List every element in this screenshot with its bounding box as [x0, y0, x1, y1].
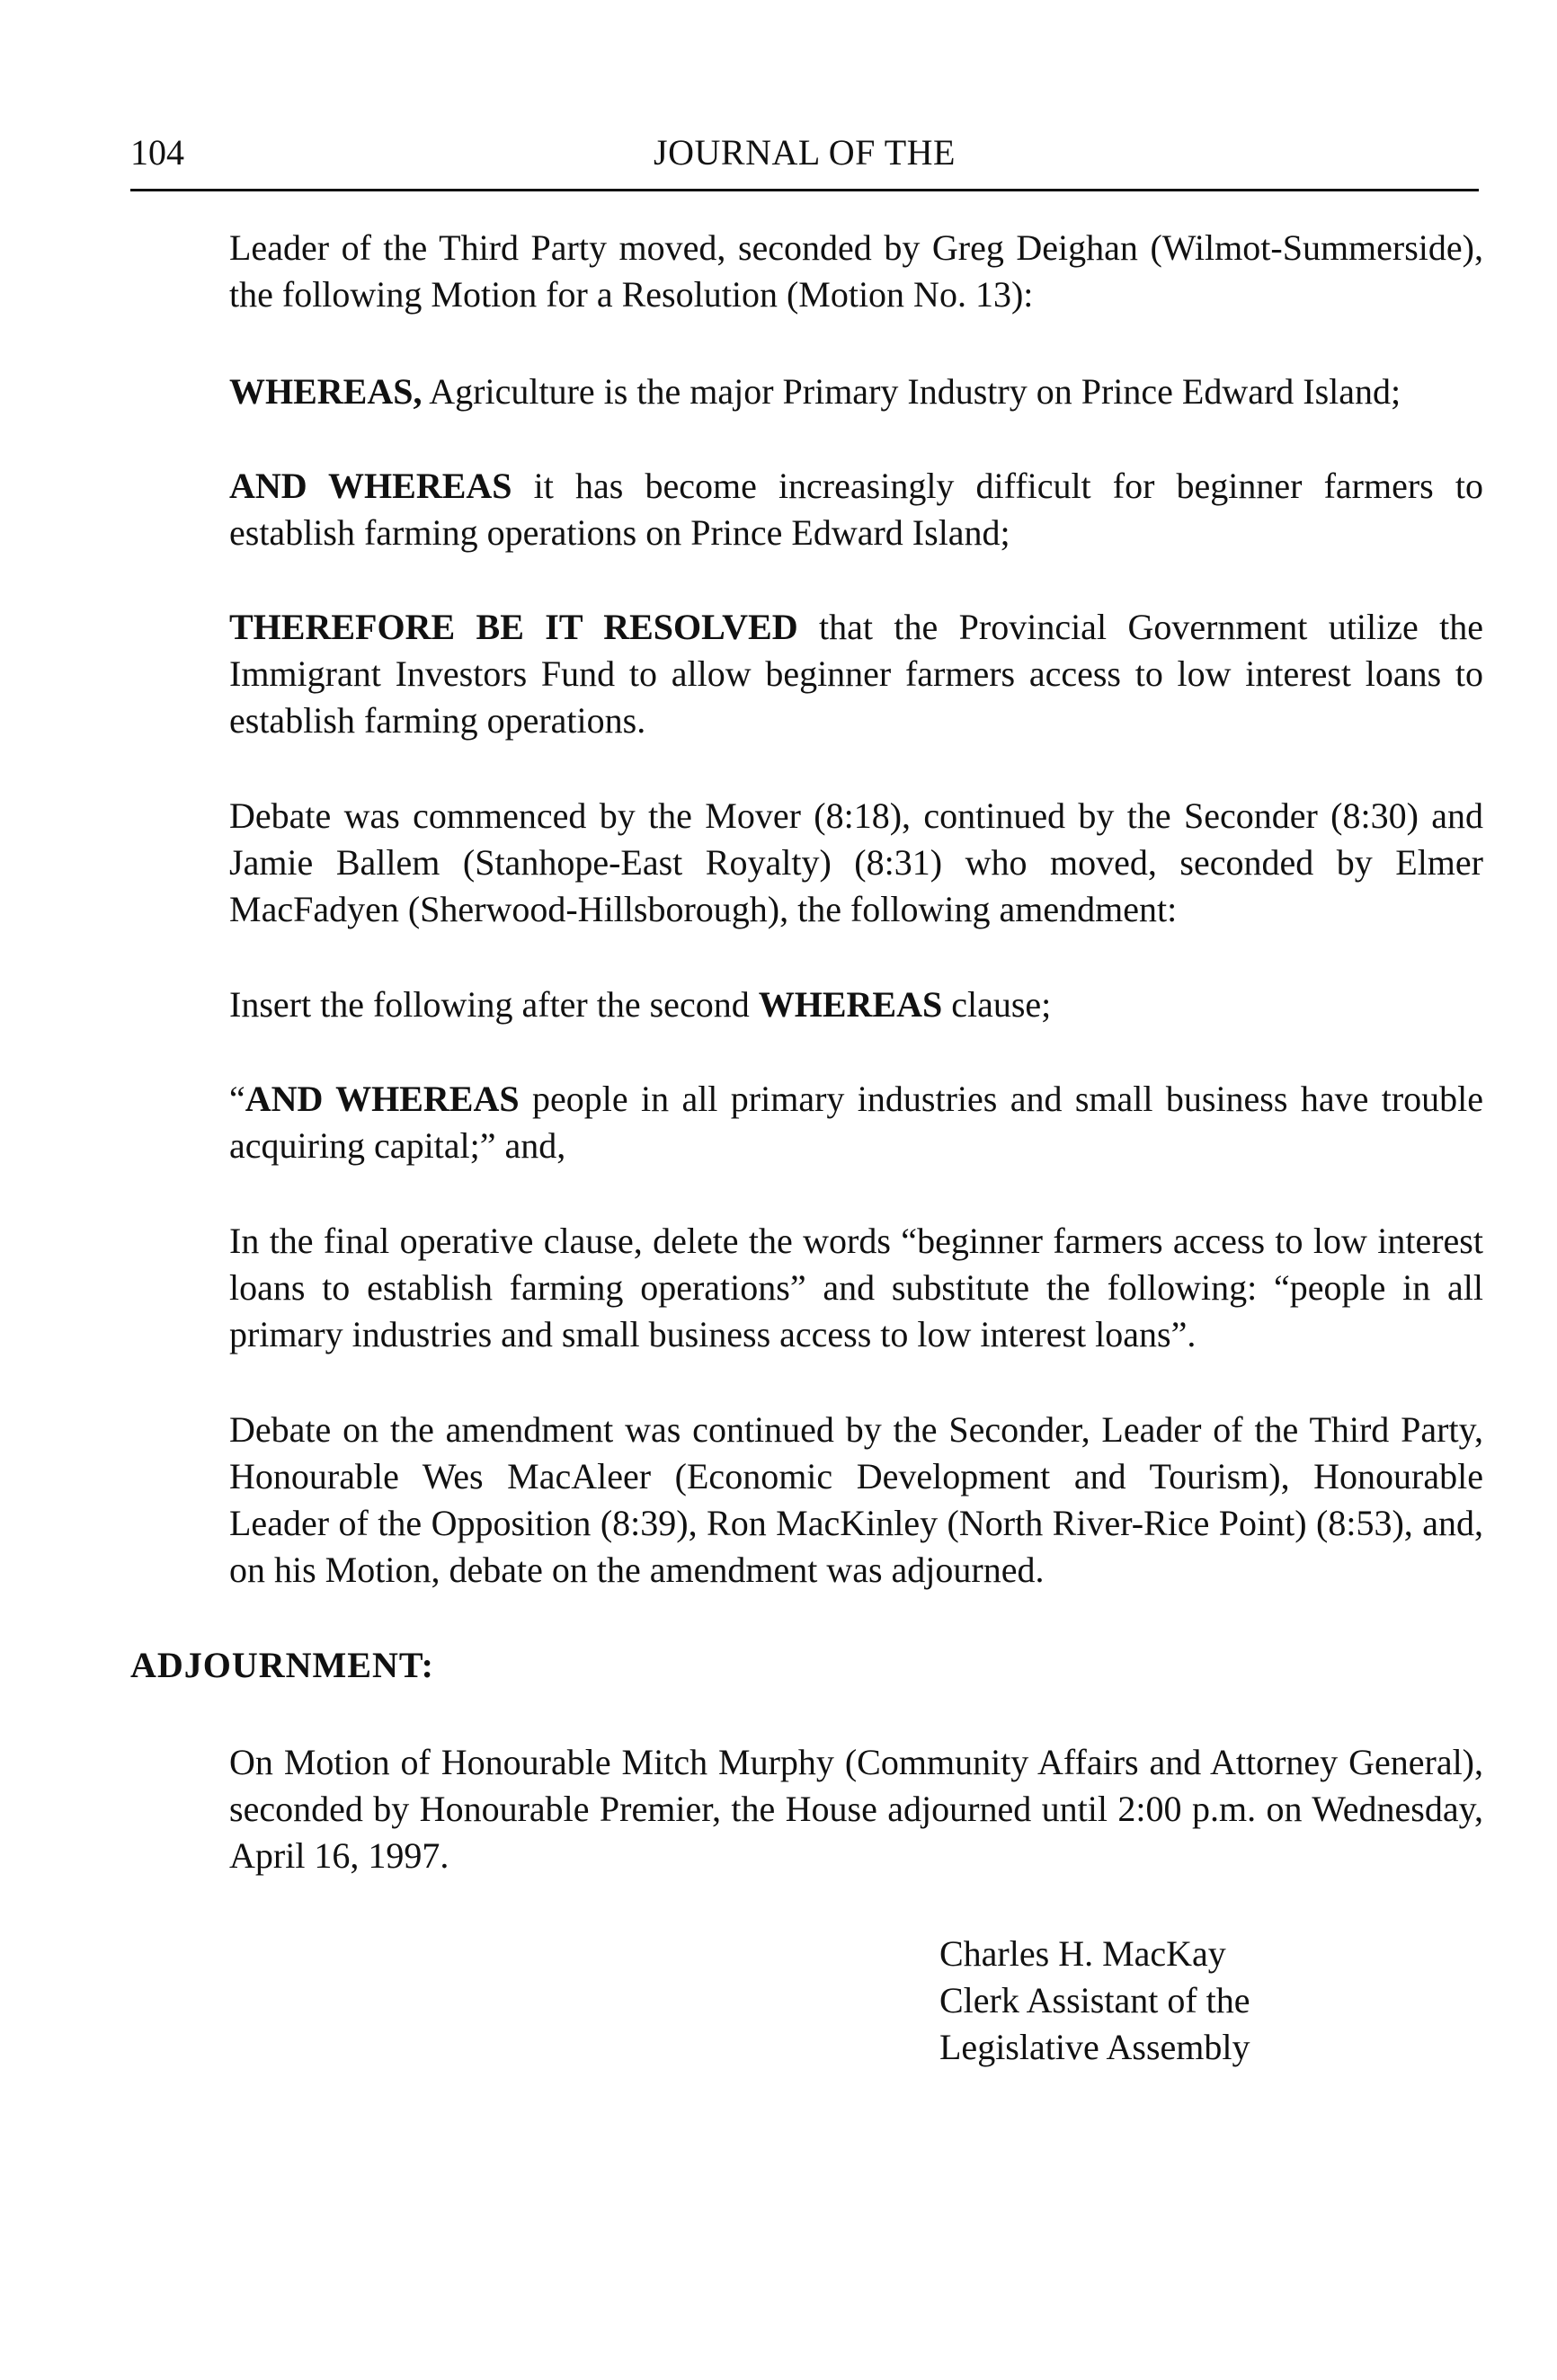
adjournment-paragraph: On Motion of Honourable Mitch Murphy (Community Affairs and Attorney General), seconded by Honourable Premier, the House adjourned until 2:00 p.m. on Wednesday, April 16, 1997.: [229, 1742, 1483, 1876]
whereas-text: Agriculture is the major Primary Industry on Prince Edward Island;: [422, 371, 1401, 412]
signatory-title-line-1: Clerk Assistant of the: [939, 1980, 1250, 2020]
resolved-keyword: THEREFORE BE IT RESOLVED: [229, 607, 798, 647]
running-title: JOURNAL OF THE: [654, 132, 956, 173]
amendment-open-quote: “: [229, 1079, 245, 1119]
whereas-clause-1: [229, 369, 1483, 415]
adjournment-heading: ADJOURNMENT:: [130, 1645, 434, 1685]
resolved-clause: [229, 604, 1483, 744]
insert-suffix: clause;: [942, 984, 1052, 1025]
signatory-title-line-2: Legislative Assembly: [939, 2027, 1250, 2067]
whereas-clause-2: [229, 463, 1483, 556]
debate-paragraph: Debate was commenced by the Mover (8:18), continued by the Seconder (8:30) and Jamie Ballem (Stanhope-East Royalty) (8:31) who moved, seconded by Elmer MacFadyen (Sherwood-Hillsborough), the following amendment:: [229, 795, 1483, 929]
and-whereas-text: it has become increasingly difficult for beginner farmers to establish farming operations on Prince Edward Island;: [229, 466, 1483, 553]
signatory-name: Charles H. MacKay: [939, 1933, 1226, 1974]
and-whereas-keyword: AND WHEREAS: [229, 466, 512, 506]
amendment-keyword: AND WHEREAS: [245, 1079, 520, 1119]
signature-block: [939, 1931, 1250, 2071]
insert-keyword: WHEREAS: [758, 984, 943, 1025]
page-header: [130, 126, 1479, 191]
debate-amendment-paragraph: Debate on the amendment was continued by the Seconder, Leader of the Third Party, Honourable Wes MacAleer (Economic Development and Tourism), Honourable Leader of the Opposition (8:39), Ron MacKinley (North River-Rice Point) (8:53), and, on his Motion, debate on the amendment was adjourned.: [229, 1409, 1483, 1590]
amendment-clause: [229, 1076, 1483, 1169]
amendment-text: people in all primary industries and small business have trouble acquiring capital;” and,: [229, 1079, 1483, 1166]
insert-instruction: [229, 981, 1483, 1028]
motion-intro: Leader of the Third Party moved, seconded by Greg Deighan (Wilmot-Summerside), the following Motion for a Resolution (Motion No. 13):: [229, 227, 1483, 315]
insert-prefix: Insert the following after the second: [229, 984, 759, 1025]
resolved-text: that the Provincial Government utilize the Immigrant Investors Fund to allow beginner farmers access to low interest loans to establish farming operations.: [229, 607, 1484, 741]
whereas-keyword: WHEREAS,: [229, 371, 423, 412]
operative-clause-paragraph: In the final operative clause, delete the words “beginner farmers access to low interest loans to establish farming operations” and substitute the following: “people in all primary industries and small business access to low interest loans”.: [229, 1221, 1483, 1354]
page-number: 104: [130, 132, 184, 173]
